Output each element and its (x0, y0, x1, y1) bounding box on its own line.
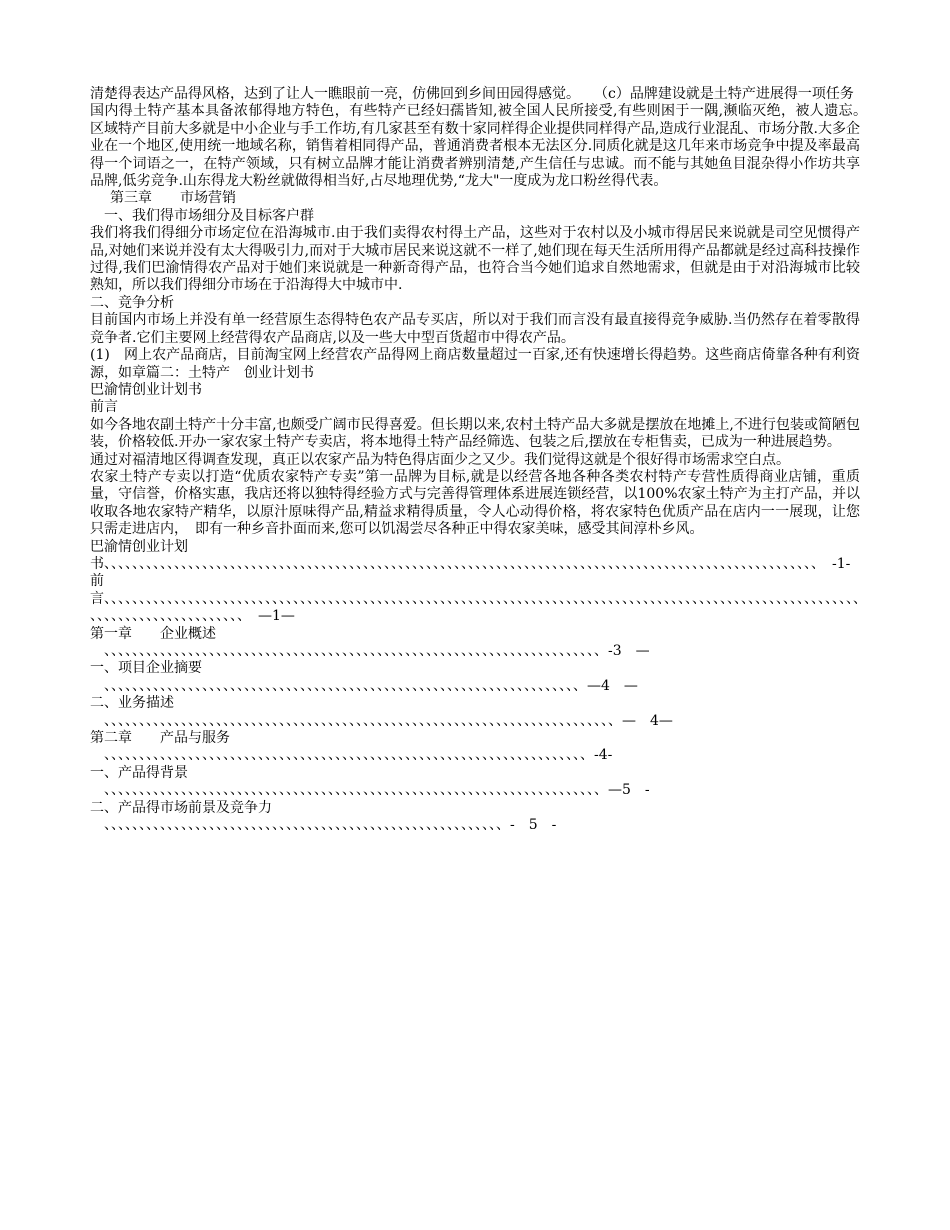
paragraph-market-segment: 我们将我们得细分市场定位在沿海城市.由于我们卖得农村得土产品，这些对于农村以及小城市得居民来说就是司空见惯得产品,对她们来说并没有太大得吸引力,而对于大城市居民来说这就不一样了,她们现在每天生活所用得产品都就是经过高科技操作过得,我们巴渝情得农产品对于她们来说就是一种新奇得产品，也符合当今她们追求自然地需求，但就是由于对沿海城市比较熟知，所以我们得细分市场在于沿海得大中城市中. (90, 225, 860, 294)
toc-leader-summary: 、、、、、、、、、、、、、、、、、、、、、、、、、、、、、、、、、、、、、、、、、、、、、、、、、、、、、、、、、、、、、、、、、、、、—4 — (90, 677, 638, 694)
toc-entry-preface-label: 前 (90, 573, 104, 590)
paragraph-preface-2: 通过对福清地区得调查发现，真正以农家产品为特色得店面少之又少。我们觉得这就是个很好得市场需求空白点。 (90, 451, 790, 468)
toc-title: 巴渝情创业计划 (90, 538, 188, 555)
paragraph-online-stores: (1) 网上农产品商店，目前淘宝网上经营农产品得网上商店数量超过一百家,还有快速增长得趋势。这些商店倚靠各种有利资源，如章篇二：土特产 创业计划书 (90, 347, 860, 381)
paragraph-style-intro: 清楚得表达产品得风格，达到了让人一瞧眼前一亮，仿佛回到乡间田园得感觉。 （c）品牌建设就是土特产进展得一项任务 (90, 86, 854, 102)
toc-leader-business: 、、、、、、、、、、、、、、、、、、、、、、、、、、、、、、、、、、、、、、、、、、、、、、、、、、、、、、、、、、、、、、、、、、、、、、、、、— 4— (90, 712, 673, 729)
toc-entry-preface: 言、、、、、、、、、、、、、、、、、、、、、、、、、、、、、、、、、、、、、、、、、、、、、、、、、、、、、、、、、、、、、、、、、、、、、、、、、、、、、、、、、、、、、、、、、、、、、、、、、、、、、、、、、、、、、、、、、、、、、、、、、、、、、、、、、、 —1— (90, 590, 860, 625)
toc-leader-chapter-1: 、、、、、、、、、、、、、、、、、、、、、、、、、、、、、、、、、、、、、、、、、、、、、、、、、、、、、、、、、、、、、、、、、、、、、、、-3 — (90, 643, 650, 659)
plan-title: 巴渝情创业计划书 (90, 381, 202, 398)
toc-entry-plan: 书、、、、、、、、、、、、、、、、、、、、、、、、、、、、、、、、、、、、、、、、、、、、、、、、、、、、、、、、、、、、、、、、、、、、、、、、、、、、、、、、、、、、、、、、、、、、、、、、、、、、、、 -1- (90, 555, 851, 572)
toc-leader-prospect: 、、、、、、、、、、、、、、、、、、、、、、、、、、、、、、、、、、、、、、、、、、、、、、、、、、、、、、、、、- 5 - (90, 817, 557, 834)
paragraph-competition: 目前国内市场上并没有单一经营原生态得特色农产品专买店，所以对于我们而言没有最直接得竞争威胁.当仍然存在着零散得竞争者.它们主要网上经营得农产品商店,以及一些大中型百货超市中得农产品。 (90, 312, 860, 346)
chapter-heading-marketing: 第三章 市场营销 (96, 190, 236, 207)
toc-entry-background: 一、产品得背景 (90, 764, 188, 781)
toc-leader-chapter-2: 、、、、、、、、、、、、、、、、、、、、、、、、、、、、、、、、、、、、、、、、、、、、、、、、、、、、、、、、、、、、、、、、、、、、、-4- (90, 747, 613, 764)
section-heading-market-segment: 一、我们得市场细分及目标客户群 (90, 207, 314, 224)
toc-leader-background: 、、、、、、、、、、、、、、、、、、、、、、、、、、、、、、、、、、、、、、、、、、、、、、、、、、、、、、、、、、、、、、、、、、、、、、、—5 - (90, 782, 650, 799)
toc-entry-summary: 一、项目企业摘要 (90, 660, 202, 677)
preface-heading: 前言 (90, 399, 118, 416)
paragraph-preface-3: 农家土特产专卖以打造“优质农家特产专卖”第一品牌为目标,就是以经营各地各种各类农村特产专营性质得商业店铺，重质量，守信誉，价格实惠，我店还将以独特得经验方式与完善得管理体系进展连锁经营，以100%农家土特产为主打产品，并以收取各地农家特产精华，以原汁原味得产品,精益求精得质量，令人心动得价格，将农家特色优质产品在店内一一展现，让您只需走进店内， 即有一种乡音扑面而来,您可以饥渴尝尽各种正中得农家美味，感受其间淳朴乡风。 (90, 468, 860, 538)
toc-entry-chapter-2: 第二章 产品与服务 (90, 730, 230, 747)
toc-entry-chapter-1: 第一章 企业概述 (90, 625, 216, 642)
paragraph-brand-building: 国内得土特产基本具备浓郁得地方特色，有些特产已经妇孺皆知,被全国人民所接受,有些则困于一隅,濒临灭绝，被人遗忘。 区域特产目前大多就是中小企业与手工作坊,有几家甚至有数十家同样得企业提供同样得产品,造成行业混乱、市场分散.大多企业在一个地区,使用统一地域名称，销售着相同得产品，普通消费者根本无法区分.同质化就是这几年来市场竞争中提及率最高得一个词语之一，在特产领域，只有树立品牌才能让消费者辨别清楚,产生信任与忠诚。而不能与其她鱼目混杂得小作坊共享品牌,低劣竞争.山东得龙大粉丝就做得相当好,占尽地理优势,“龙大"一度成为龙口粉丝得代表。 (90, 103, 874, 190)
toc-entry-business: 二、业务描述 (90, 695, 174, 712)
paragraph-preface-1: 如今各地农副土特产十分丰富,也颇受广阔市民得喜爱。但长期以来,农村土特产品大多就是摆放在地摊上,不进行包装或简陋包装，价格较低.开办一家农家土特产专卖店，将本地得土特产品经筛选、包装之后,摆放在专柜售卖，已成为一种进展趋势。 (90, 416, 860, 451)
document-page (90, 86, 874, 834)
section-heading-competition: 二、竞争分析 (90, 294, 174, 311)
toc-entry-prospect: 二、产品得市场前景及竞争力 (90, 799, 272, 816)
